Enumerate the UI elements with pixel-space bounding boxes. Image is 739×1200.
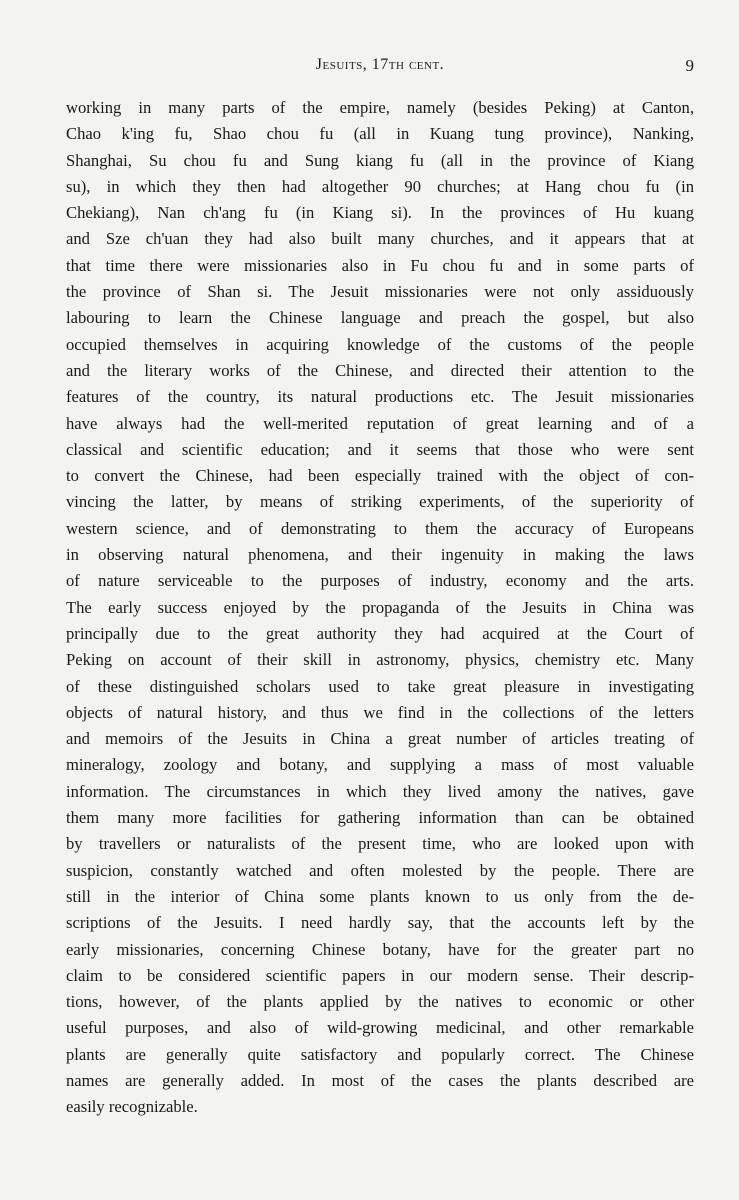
text-line: Chekiang), Nan ch'ang fu (in Kiang si). In the provinces of Hu kuang xyxy=(66,203,694,223)
text-line: information. The circumstances in which they lived amony the natives, gave xyxy=(66,781,694,801)
text-line: of nature serviceable to the purposes of industry, economy and the arts. xyxy=(66,571,694,591)
text-line: classical and scientific education; and it seems that those who were sent xyxy=(66,439,694,459)
text-line: The early success enjoyed by the propaganda of the Jesuits in China was xyxy=(66,597,694,617)
text-line: of these distinguished scholars used to take great pleasure in investigating xyxy=(66,676,694,696)
text-line: and memoirs of the Jesuits in China a great number of articles treating of xyxy=(66,729,694,749)
text-line: vincing the latter, by means of striking experiments, of the superiority of xyxy=(66,492,694,512)
text-line: have always had the well-merited reputation of great learning and of a xyxy=(66,413,694,433)
text-line: plants are generally quite satisfactory and popularly correct. The Chinese xyxy=(66,1044,694,1064)
text-line: easily recognizable. xyxy=(66,1097,198,1117)
text-line: Peking on account of their skill in astronomy, physics, chemistry etc. Many xyxy=(66,650,694,670)
text-line: useful purposes, and also of wild-growing medicinal, and other remarkable xyxy=(66,1018,694,1038)
text-line: principally due to the great authority they had acquired at the Court of xyxy=(66,623,694,643)
text-line: claim to be considered scientific papers in our modern sense. Their descrip- xyxy=(66,965,694,985)
text-line: scriptions of the Jesuits. I need hardly say, that the accounts left by the xyxy=(66,913,694,933)
text-line: tions, however, of the plants applied by the natives to economic or other xyxy=(66,992,694,1012)
text-line: in observing natural phenomena, and their ingenuity in making the laws xyxy=(66,545,694,565)
text-line: mineralogy, zoology and botany, and supplying a mass of most valuable xyxy=(66,755,694,775)
text-line: and Sze ch'uan they had also built many churches, and it appears that at xyxy=(66,229,694,249)
text-line: objects of natural history, and thus we find in the collections of the letters xyxy=(66,702,694,722)
text-line: to convert the Chinese, had been especially trained with the object of con- xyxy=(66,466,694,486)
text-line: the province of Shan si. The Jesuit missionaries were not only assiduously xyxy=(66,282,694,302)
text-line: labouring to learn the Chinese language and preach the gospel, but also xyxy=(66,308,694,328)
text-line: features of the country, its natural productions etc. The Jesuit missionaries xyxy=(66,387,694,407)
text-line: Chao k'ing fu, Shao chou fu (all in Kuang tung province), Nanking, xyxy=(66,124,694,144)
text-line: still in the interior of China some plants known to us only from the de- xyxy=(66,886,694,906)
text-line: su), in which they then had altogether 90 churches; at Hang chou fu (in xyxy=(66,176,694,196)
text-line: by travellers or naturalists of the present time, who are looked upon with xyxy=(66,834,694,854)
text-line: Shanghai, Su chou fu and Sung kiang fu (all in the province of Kiang xyxy=(66,150,694,170)
text-line: and the literary works of the Chinese, and directed their attention to the xyxy=(66,360,694,380)
running-head: Jesuits, 17th cent. xyxy=(315,56,445,73)
body-text xyxy=(66,95,694,1121)
text-line: early missionaries, concerning Chinese botany, have for the greater part no xyxy=(66,939,694,959)
page-number: 9 xyxy=(685,56,694,75)
text-line: that time there were missionaries also in Fu chou fu and in some parts of xyxy=(66,255,694,275)
page-header xyxy=(66,56,694,80)
text-line: occupied themselves in acquiring knowledge of the customs of the people xyxy=(66,334,694,354)
text-line: western science, and of demonstrating to them the accuracy of Europeans xyxy=(66,518,694,538)
text-line: suspicion, constantly watched and often molested by the people. There are xyxy=(66,860,694,880)
text-line: working in many parts of the empire, namely (besides Peking) at Canton, xyxy=(66,98,694,117)
text-line: them many more facilities for gathering information than can be obtained xyxy=(66,808,694,828)
text-line: names are generally added. In most of the cases the plants described are xyxy=(66,1070,694,1090)
